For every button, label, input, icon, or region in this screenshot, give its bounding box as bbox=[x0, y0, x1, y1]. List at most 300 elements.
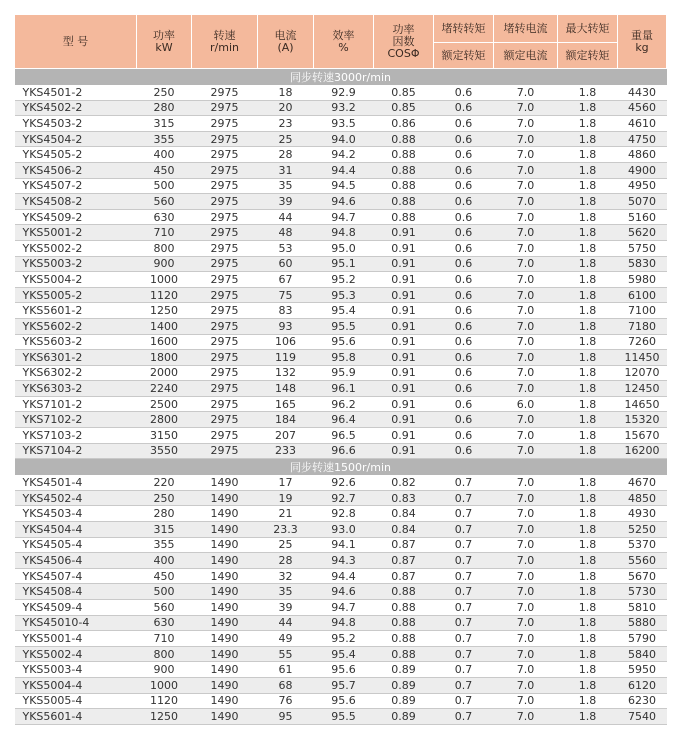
cell-model: YKS4502-2 bbox=[15, 100, 137, 116]
table-row bbox=[15, 131, 667, 147]
cell-locked-torque-ratio: 0.6 bbox=[434, 272, 494, 288]
cell-power: 1000 bbox=[137, 677, 192, 693]
cell-locked-current-ratio: 7.0 bbox=[494, 365, 558, 381]
cell-model: YKS6301-2 bbox=[15, 350, 137, 366]
cell-power-factor: 0.83 bbox=[374, 490, 434, 506]
header-lrt-top-label: 堵转转矩 bbox=[441, 21, 486, 35]
table-row bbox=[15, 381, 667, 397]
header-max-top-label: 最大转矩 bbox=[565, 21, 610, 35]
cell-efficiency: 95.9 bbox=[314, 365, 374, 381]
cell-current: 233 bbox=[258, 443, 314, 459]
cell-locked-torque-ratio: 0.6 bbox=[434, 100, 494, 116]
table-row bbox=[15, 272, 667, 288]
cell-locked-torque-ratio: 0.6 bbox=[434, 85, 494, 100]
cell-speed: 1490 bbox=[192, 615, 258, 631]
cell-locked-current-ratio: 7.0 bbox=[494, 568, 558, 584]
table-row bbox=[15, 443, 667, 459]
cell-max-torque-ratio: 1.8 bbox=[558, 490, 618, 506]
cell-speed: 2975 bbox=[192, 318, 258, 334]
cell-power: 3550 bbox=[137, 443, 192, 459]
cell-model: YKS7101-2 bbox=[15, 396, 137, 412]
cell-max-torque-ratio: 1.8 bbox=[558, 412, 618, 428]
cell-speed: 1490 bbox=[192, 709, 258, 725]
cell-max-torque-ratio: 1.8 bbox=[558, 506, 618, 522]
cell-model: YKS5603-2 bbox=[15, 334, 137, 350]
cell-locked-current-ratio: 7.0 bbox=[494, 615, 558, 631]
cell-power: 1120 bbox=[137, 287, 192, 303]
cell-current: 106 bbox=[258, 334, 314, 350]
cell-power-factor: 0.91 bbox=[374, 381, 434, 397]
cell-speed: 1490 bbox=[192, 646, 258, 662]
cell-max-torque-ratio: 1.8 bbox=[558, 631, 618, 647]
cell-locked-current-ratio: 6.0 bbox=[494, 396, 558, 412]
header-power-label: 功率 bbox=[153, 28, 175, 42]
cell-power-factor: 0.88 bbox=[374, 615, 434, 631]
cell-power: 2800 bbox=[137, 412, 192, 428]
table-row bbox=[15, 396, 667, 412]
cell-efficiency: 94.5 bbox=[314, 178, 374, 194]
cell-model: YKS45010-4 bbox=[15, 615, 137, 631]
table-row bbox=[15, 147, 667, 163]
cell-power: 800 bbox=[137, 240, 192, 256]
header-power-factor bbox=[374, 15, 434, 69]
cell-locked-torque-ratio: 0.7 bbox=[434, 677, 494, 693]
header-efficiency-label: 效率 bbox=[332, 28, 355, 42]
cell-model: YKS4502-4 bbox=[15, 490, 137, 506]
cell-locked-current-ratio: 7.0 bbox=[494, 381, 558, 397]
cell-weight: 5830 bbox=[618, 256, 667, 272]
cell-efficiency: 96.5 bbox=[314, 428, 374, 444]
table-row bbox=[15, 693, 667, 709]
cell-efficiency: 92.7 bbox=[314, 490, 374, 506]
cell-current: 83 bbox=[258, 303, 314, 319]
cell-model: YKS7103-2 bbox=[15, 428, 137, 444]
cell-power: 2500 bbox=[137, 396, 192, 412]
cell-power: 450 bbox=[137, 162, 192, 178]
header-speed-unit: r/min bbox=[210, 40, 239, 54]
cell-max-torque-ratio: 1.8 bbox=[558, 162, 618, 178]
cell-current: 75 bbox=[258, 287, 314, 303]
cell-efficiency: 94.6 bbox=[314, 584, 374, 600]
cell-weight: 6120 bbox=[618, 677, 667, 693]
cell-max-torque-ratio: 1.8 bbox=[558, 615, 618, 631]
cell-locked-torque-ratio: 0.7 bbox=[434, 600, 494, 616]
cell-locked-current-ratio: 7.0 bbox=[494, 475, 558, 490]
header-pf-line2: 因数 bbox=[392, 34, 415, 48]
header-locked-rotor-torque-bottom bbox=[434, 43, 494, 69]
cell-model: YKS5003-2 bbox=[15, 256, 137, 272]
cell-power: 1250 bbox=[137, 709, 192, 725]
cell-speed: 1490 bbox=[192, 662, 258, 678]
header-max-bottom-label: 额定转矩 bbox=[565, 48, 610, 62]
cell-power-factor: 0.91 bbox=[374, 318, 434, 334]
header-power bbox=[137, 15, 192, 69]
cell-locked-torque-ratio: 0.6 bbox=[434, 350, 494, 366]
cell-weight: 5070 bbox=[618, 194, 667, 210]
cell-model: YKS5002-4 bbox=[15, 646, 137, 662]
cell-efficiency: 94.1 bbox=[314, 537, 374, 553]
table-row bbox=[15, 600, 667, 616]
table-body bbox=[15, 69, 667, 725]
cell-efficiency: 94.2 bbox=[314, 147, 374, 163]
cell-model: YKS7102-2 bbox=[15, 412, 137, 428]
cell-weight: 14650 bbox=[618, 396, 667, 412]
cell-current: 25 bbox=[258, 537, 314, 553]
cell-speed: 2975 bbox=[192, 396, 258, 412]
cell-current: 25 bbox=[258, 131, 314, 147]
cell-locked-torque-ratio: 0.6 bbox=[434, 240, 494, 256]
cell-model: YKS4508-4 bbox=[15, 584, 137, 600]
header-weight-label: 重量 bbox=[631, 28, 653, 42]
cell-model: YKS4509-4 bbox=[15, 600, 137, 616]
cell-locked-torque-ratio: 0.6 bbox=[434, 116, 494, 132]
cell-efficiency: 96.4 bbox=[314, 412, 374, 428]
cell-power-factor: 0.85 bbox=[374, 85, 434, 100]
cell-locked-torque-ratio: 0.7 bbox=[434, 615, 494, 631]
cell-max-torque-ratio: 1.8 bbox=[558, 522, 618, 538]
cell-locked-torque-ratio: 0.7 bbox=[434, 662, 494, 678]
cell-max-torque-ratio: 1.8 bbox=[558, 85, 618, 100]
cell-max-torque-ratio: 1.8 bbox=[558, 116, 618, 132]
cell-max-torque-ratio: 1.8 bbox=[558, 131, 618, 147]
cell-model: YKS4503-2 bbox=[15, 116, 137, 132]
cell-speed: 1490 bbox=[192, 537, 258, 553]
cell-speed: 1490 bbox=[192, 522, 258, 538]
cell-locked-current-ratio: 7.0 bbox=[494, 350, 558, 366]
cell-current: 28 bbox=[258, 553, 314, 569]
cell-power-factor: 0.89 bbox=[374, 693, 434, 709]
cell-model: YKS4501-4 bbox=[15, 475, 137, 490]
cell-power: 315 bbox=[137, 522, 192, 538]
cell-power-factor: 0.89 bbox=[374, 662, 434, 678]
cell-max-torque-ratio: 1.8 bbox=[558, 443, 618, 459]
cell-efficiency: 95.6 bbox=[314, 334, 374, 350]
cell-weight: 4930 bbox=[618, 506, 667, 522]
cell-power-factor: 0.88 bbox=[374, 600, 434, 616]
cell-locked-current-ratio: 7.0 bbox=[494, 318, 558, 334]
cell-speed: 2975 bbox=[192, 178, 258, 194]
table-row bbox=[15, 506, 667, 522]
table-row bbox=[15, 194, 667, 210]
header-lrc-top-label: 堵转电流 bbox=[503, 21, 548, 35]
table-row bbox=[15, 287, 667, 303]
cell-locked-current-ratio: 7.0 bbox=[494, 334, 558, 350]
cell-model: YKS4506-2 bbox=[15, 162, 137, 178]
motor-spec-table bbox=[14, 14, 667, 725]
cell-weight: 4850 bbox=[618, 490, 667, 506]
cell-speed: 2975 bbox=[192, 303, 258, 319]
cell-power: 900 bbox=[137, 256, 192, 272]
cell-locked-current-ratio: 7.0 bbox=[494, 162, 558, 178]
header-lrc-bottom-label: 额定电流 bbox=[503, 48, 548, 62]
cell-power-factor: 0.91 bbox=[374, 428, 434, 444]
table-row bbox=[15, 568, 667, 584]
table-header bbox=[15, 15, 667, 69]
cell-weight: 16200 bbox=[618, 443, 667, 459]
section-title: 同步转速3000r/min bbox=[15, 69, 667, 86]
cell-locked-current-ratio: 7.0 bbox=[494, 677, 558, 693]
cell-locked-current-ratio: 7.0 bbox=[494, 131, 558, 147]
header-locked-rotor-current-bottom bbox=[494, 43, 558, 69]
cell-efficiency: 92.6 bbox=[314, 475, 374, 490]
cell-locked-torque-ratio: 0.7 bbox=[434, 537, 494, 553]
table-row bbox=[15, 522, 667, 538]
cell-locked-current-ratio: 7.0 bbox=[494, 631, 558, 647]
cell-power-factor: 0.89 bbox=[374, 677, 434, 693]
cell-power-factor: 0.88 bbox=[374, 131, 434, 147]
cell-power-factor: 0.91 bbox=[374, 303, 434, 319]
cell-power: 1250 bbox=[137, 303, 192, 319]
cell-current: 44 bbox=[258, 615, 314, 631]
cell-weight: 15670 bbox=[618, 428, 667, 444]
cell-speed: 2975 bbox=[192, 365, 258, 381]
cell-power-factor: 0.88 bbox=[374, 147, 434, 163]
cell-efficiency: 95.2 bbox=[314, 631, 374, 647]
cell-locked-current-ratio: 7.0 bbox=[494, 147, 558, 163]
table-row bbox=[15, 631, 667, 647]
cell-power: 400 bbox=[137, 553, 192, 569]
cell-locked-torque-ratio: 0.6 bbox=[434, 443, 494, 459]
table-row bbox=[15, 225, 667, 241]
cell-speed: 2975 bbox=[192, 116, 258, 132]
cell-speed: 1490 bbox=[192, 568, 258, 584]
table-row bbox=[15, 350, 667, 366]
cell-max-torque-ratio: 1.8 bbox=[558, 334, 618, 350]
cell-max-torque-ratio: 1.8 bbox=[558, 553, 618, 569]
cell-power-factor: 0.91 bbox=[374, 396, 434, 412]
cell-power-factor: 0.88 bbox=[374, 584, 434, 600]
cell-max-torque-ratio: 1.8 bbox=[558, 693, 618, 709]
table-row bbox=[15, 584, 667, 600]
cell-power: 630 bbox=[137, 209, 192, 225]
cell-efficiency: 95.0 bbox=[314, 240, 374, 256]
cell-locked-current-ratio: 7.0 bbox=[494, 428, 558, 444]
cell-power-factor: 0.88 bbox=[374, 646, 434, 662]
cell-efficiency: 95.1 bbox=[314, 256, 374, 272]
cell-locked-current-ratio: 7.0 bbox=[494, 506, 558, 522]
cell-power-factor: 0.84 bbox=[374, 506, 434, 522]
cell-speed: 2975 bbox=[192, 209, 258, 225]
cell-efficiency: 96.6 bbox=[314, 443, 374, 459]
cell-power-factor: 0.91 bbox=[374, 225, 434, 241]
header-speed-label: 转速 bbox=[213, 28, 236, 42]
cell-locked-torque-ratio: 0.6 bbox=[434, 381, 494, 397]
cell-speed: 1490 bbox=[192, 600, 258, 616]
cell-max-torque-ratio: 1.8 bbox=[558, 178, 618, 194]
cell-speed: 2975 bbox=[192, 334, 258, 350]
cell-model: YKS4505-4 bbox=[15, 537, 137, 553]
cell-power: 710 bbox=[137, 631, 192, 647]
cell-efficiency: 93.0 bbox=[314, 522, 374, 538]
cell-max-torque-ratio: 1.8 bbox=[558, 709, 618, 725]
cell-speed: 1490 bbox=[192, 693, 258, 709]
table-row bbox=[15, 240, 667, 256]
cell-current: 17 bbox=[258, 475, 314, 490]
cell-power: 1400 bbox=[137, 318, 192, 334]
cell-locked-current-ratio: 7.0 bbox=[494, 178, 558, 194]
table-row bbox=[15, 553, 667, 569]
cell-model: YKS5001-4 bbox=[15, 631, 137, 647]
cell-power-factor: 0.91 bbox=[374, 256, 434, 272]
cell-locked-torque-ratio: 0.6 bbox=[434, 365, 494, 381]
cell-current: 148 bbox=[258, 381, 314, 397]
cell-current: 35 bbox=[258, 584, 314, 600]
cell-weight: 4670 bbox=[618, 475, 667, 490]
cell-max-torque-ratio: 1.8 bbox=[558, 256, 618, 272]
cell-efficiency: 95.8 bbox=[314, 350, 374, 366]
cell-max-torque-ratio: 1.8 bbox=[558, 318, 618, 334]
cell-power: 560 bbox=[137, 194, 192, 210]
cell-locked-current-ratio: 7.0 bbox=[494, 303, 558, 319]
cell-speed: 1490 bbox=[192, 553, 258, 569]
cell-model: YKS4503-4 bbox=[15, 506, 137, 522]
cell-locked-torque-ratio: 0.6 bbox=[434, 303, 494, 319]
cell-speed: 2975 bbox=[192, 162, 258, 178]
cell-weight: 12070 bbox=[618, 365, 667, 381]
cell-weight: 5980 bbox=[618, 272, 667, 288]
cell-efficiency: 94.4 bbox=[314, 162, 374, 178]
cell-current: 93 bbox=[258, 318, 314, 334]
cell-max-torque-ratio: 1.8 bbox=[558, 428, 618, 444]
cell-locked-torque-ratio: 0.6 bbox=[434, 256, 494, 272]
cell-power: 2000 bbox=[137, 365, 192, 381]
cell-efficiency: 95.4 bbox=[314, 646, 374, 662]
cell-locked-current-ratio: 7.0 bbox=[494, 194, 558, 210]
cell-weight: 11450 bbox=[618, 350, 667, 366]
cell-locked-torque-ratio: 0.6 bbox=[434, 209, 494, 225]
table-row bbox=[15, 162, 667, 178]
cell-locked-torque-ratio: 0.6 bbox=[434, 194, 494, 210]
cell-efficiency: 96.1 bbox=[314, 381, 374, 397]
cell-speed: 2975 bbox=[192, 443, 258, 459]
cell-power-factor: 0.88 bbox=[374, 194, 434, 210]
cell-current: 60 bbox=[258, 256, 314, 272]
cell-locked-torque-ratio: 0.6 bbox=[434, 147, 494, 163]
table-row bbox=[15, 85, 667, 100]
section-header-row bbox=[15, 69, 667, 86]
cell-speed: 2975 bbox=[192, 350, 258, 366]
cell-current: 21 bbox=[258, 506, 314, 522]
cell-efficiency: 95.2 bbox=[314, 272, 374, 288]
cell-max-torque-ratio: 1.8 bbox=[558, 147, 618, 163]
table-row bbox=[15, 334, 667, 350]
cell-power: 315 bbox=[137, 116, 192, 132]
cell-power-factor: 0.89 bbox=[374, 709, 434, 725]
header-power-unit: kW bbox=[155, 40, 173, 54]
cell-current: 61 bbox=[258, 662, 314, 678]
cell-efficiency: 95.6 bbox=[314, 662, 374, 678]
cell-max-torque-ratio: 1.8 bbox=[558, 396, 618, 412]
cell-power: 280 bbox=[137, 100, 192, 116]
cell-efficiency: 94.6 bbox=[314, 194, 374, 210]
cell-locked-current-ratio: 7.0 bbox=[494, 287, 558, 303]
cell-max-torque-ratio: 1.8 bbox=[558, 350, 618, 366]
cell-current: 39 bbox=[258, 194, 314, 210]
cell-power: 400 bbox=[137, 147, 192, 163]
cell-speed: 2975 bbox=[192, 85, 258, 100]
cell-power-factor: 0.88 bbox=[374, 209, 434, 225]
cell-locked-torque-ratio: 0.6 bbox=[434, 396, 494, 412]
cell-model: YKS5601-2 bbox=[15, 303, 137, 319]
cell-locked-current-ratio: 7.0 bbox=[494, 490, 558, 506]
cell-locked-torque-ratio: 0.7 bbox=[434, 490, 494, 506]
cell-efficiency: 94.4 bbox=[314, 568, 374, 584]
cell-power-factor: 0.85 bbox=[374, 100, 434, 116]
header-max-torque-bottom bbox=[558, 43, 618, 69]
table-row bbox=[15, 428, 667, 444]
cell-weight: 5790 bbox=[618, 631, 667, 647]
cell-model: YKS4504-4 bbox=[15, 522, 137, 538]
cell-power-factor: 0.88 bbox=[374, 631, 434, 647]
table-row bbox=[15, 178, 667, 194]
cell-locked-torque-ratio: 0.6 bbox=[434, 334, 494, 350]
cell-efficiency: 95.4 bbox=[314, 303, 374, 319]
cell-locked-current-ratio: 7.0 bbox=[494, 709, 558, 725]
cell-efficiency: 94.7 bbox=[314, 600, 374, 616]
cell-weight: 12450 bbox=[618, 381, 667, 397]
cell-speed: 2975 bbox=[192, 131, 258, 147]
cell-speed: 2975 bbox=[192, 147, 258, 163]
cell-model: YKS4507-2 bbox=[15, 178, 137, 194]
cell-model: YKS5003-4 bbox=[15, 662, 137, 678]
header-pf-line1: 功率 bbox=[392, 22, 415, 36]
cell-power: 3150 bbox=[137, 428, 192, 444]
cell-speed: 2975 bbox=[192, 428, 258, 444]
header-weight bbox=[618, 15, 667, 69]
table-row bbox=[15, 412, 667, 428]
cell-max-torque-ratio: 1.8 bbox=[558, 100, 618, 116]
cell-locked-current-ratio: 7.0 bbox=[494, 272, 558, 288]
header-locked-rotor-current-top bbox=[494, 15, 558, 43]
cell-current: 35 bbox=[258, 178, 314, 194]
cell-max-torque-ratio: 1.8 bbox=[558, 677, 618, 693]
cell-speed: 1490 bbox=[192, 475, 258, 490]
section-header-row bbox=[15, 459, 667, 476]
cell-current: 18 bbox=[258, 85, 314, 100]
cell-power: 1800 bbox=[137, 350, 192, 366]
header-current-label: 电流 bbox=[274, 28, 297, 42]
header-current bbox=[258, 15, 314, 69]
cell-locked-current-ratio: 7.0 bbox=[494, 116, 558, 132]
cell-power: 500 bbox=[137, 178, 192, 194]
cell-power-factor: 0.82 bbox=[374, 475, 434, 490]
cell-weight: 5560 bbox=[618, 553, 667, 569]
cell-model: YKS6302-2 bbox=[15, 365, 137, 381]
cell-power: 1000 bbox=[137, 272, 192, 288]
cell-max-torque-ratio: 1.8 bbox=[558, 365, 618, 381]
cell-model: YKS4507-4 bbox=[15, 568, 137, 584]
cell-locked-current-ratio: 7.0 bbox=[494, 662, 558, 678]
cell-locked-torque-ratio: 0.6 bbox=[434, 287, 494, 303]
table-row bbox=[15, 116, 667, 132]
header-lrt-bottom-label: 额定转矩 bbox=[441, 48, 486, 62]
cell-locked-torque-ratio: 0.7 bbox=[434, 553, 494, 569]
motor-spec-table-container bbox=[14, 14, 666, 725]
cell-max-torque-ratio: 1.8 bbox=[558, 272, 618, 288]
cell-current: 119 bbox=[258, 350, 314, 366]
cell-efficiency: 93.2 bbox=[314, 100, 374, 116]
cell-weight: 7180 bbox=[618, 318, 667, 334]
cell-speed: 2975 bbox=[192, 412, 258, 428]
cell-power: 500 bbox=[137, 584, 192, 600]
cell-locked-torque-ratio: 0.7 bbox=[434, 506, 494, 522]
cell-max-torque-ratio: 1.8 bbox=[558, 475, 618, 490]
cell-locked-torque-ratio: 0.7 bbox=[434, 568, 494, 584]
cell-weight: 5250 bbox=[618, 522, 667, 538]
cell-locked-torque-ratio: 0.7 bbox=[434, 584, 494, 600]
cell-locked-torque-ratio: 0.7 bbox=[434, 522, 494, 538]
cell-locked-torque-ratio: 0.6 bbox=[434, 318, 494, 334]
